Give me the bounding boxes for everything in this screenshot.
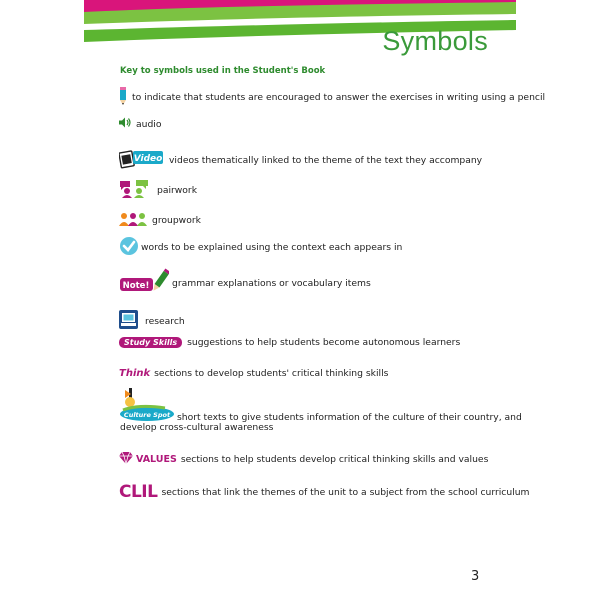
note-label: Note! (122, 281, 150, 291)
page-number: 3 (471, 569, 480, 584)
symbol-text: suggestions to help students become autonomous learners (187, 337, 461, 348)
research-icon (119, 310, 138, 332)
symbol-row-culture-spot-cont (120, 422, 273, 433)
values-icon: VALUES (136, 454, 177, 465)
culture-spot-label: Culture Spot (123, 411, 171, 419)
symbol-text-line2: develop cross-cultural awareness (120, 422, 274, 433)
symbol-text: research (145, 315, 185, 327)
pairwork-icon (119, 180, 149, 201)
pencil-icon (119, 87, 127, 108)
symbol-row-context (119, 236, 402, 259)
symbol-row-groupwork (119, 212, 201, 229)
symbol-row-research (119, 310, 185, 332)
symbol-text: groupwork (152, 215, 201, 226)
symbol-text: grammar explanations or vocabulary items (172, 278, 371, 289)
symbol-row-pairwork (119, 180, 197, 201)
symbol-row-clil (119, 482, 530, 502)
groupwork-icon (119, 212, 147, 229)
symbol-row-video (119, 148, 482, 173)
culture-spot-icon (119, 388, 175, 425)
symbol-text: sections that link the themes of the unit to a subject from the school curriculum (161, 486, 530, 498)
clil-icon: CLIL (119, 482, 158, 502)
video-icon (119, 148, 164, 173)
study-skills-icon: Study Skills (119, 337, 182, 348)
audio-icon (119, 117, 131, 131)
symbol-row-pencil (119, 87, 545, 108)
symbol-row-values (119, 452, 488, 467)
symbol-text: pairwork (157, 185, 198, 196)
symbol-row-think (119, 368, 388, 379)
key-heading: Key to symbols used in the Student's Book (120, 66, 326, 76)
symbol-text: words to be explained using the context each appears in (141, 242, 403, 253)
symbol-row-audio (119, 117, 161, 131)
note-icon (119, 268, 169, 299)
page-title: Symbols (382, 26, 488, 56)
symbol-text: to indicate that students are encouraged to answer the exercises in writing using a pencil (132, 92, 546, 103)
symbol-text-line1: short texts to give students information of the culture of their country, and (177, 412, 522, 423)
symbol-text: sections to help students develop critical thinking skills and values (180, 454, 489, 465)
symbol-text: sections to develop students' critical thinking skills (154, 368, 389, 379)
symbol-row-note (119, 268, 371, 299)
symbol-row-culture-spot (119, 388, 522, 425)
video-label: Video (133, 154, 163, 164)
symbol-text: videos thematically linked to the theme of the text they accompany (169, 155, 483, 166)
diamond-icon (119, 452, 133, 467)
think-icon: Think (119, 368, 151, 379)
symbol-row-study-skills (119, 337, 460, 348)
checkmark-icon (119, 236, 139, 259)
symbol-text: audio (136, 118, 162, 130)
